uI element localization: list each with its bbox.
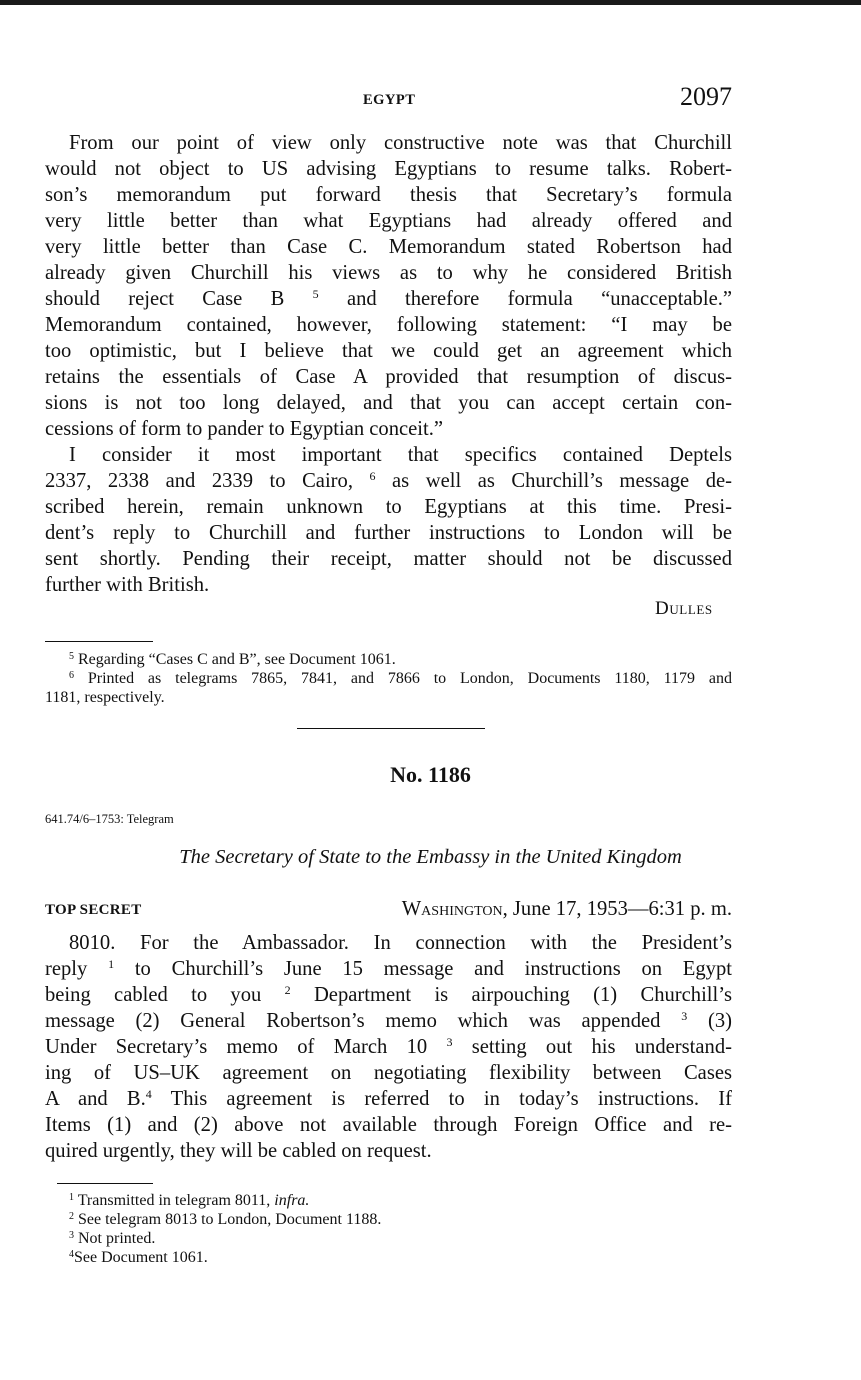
text-line: cessions of form to pander to Egyptian conceit.”	[45, 418, 444, 440]
footnote: $^1$ Transmitted in telegram 8011, infra.	[69, 1192, 310, 1209]
footnote-ref: 6	[369, 469, 376, 483]
text-line: scribed herein, remain unknown to Egyptians at this time. Presi-	[45, 496, 732, 518]
signature: Dulles	[655, 598, 713, 619]
text-line: should reject Case B $^5$ and therefore formula “unacceptable.”	[45, 287, 732, 310]
text-line: From our point of view only constructive note was that Churchill	[69, 132, 732, 154]
text-line: very little better than Case C. Memorandum stated Robertson had	[45, 236, 732, 258]
text-line: further with British.	[45, 574, 210, 596]
text-line: quired urgently, they will be cabled on request.	[45, 1140, 432, 1162]
text-line: too optimistic, but I believe that we could get an agreement which	[45, 340, 732, 362]
text-line: reply $^1$ to Churchill’s June 15 message and instructions on Egypt	[45, 957, 732, 980]
footnote-ref: 5	[312, 287, 319, 301]
running-header: EGYPT	[363, 92, 416, 108]
text-line: Under Secretary’s memo of March 10 $^3$ setting out his understand-	[45, 1035, 732, 1058]
top-text-block	[45, 130, 732, 598]
text-line: already given Churchill his views as to why he considered British	[45, 262, 732, 284]
footnote: $^3$ Not printed.	[69, 1230, 156, 1247]
footnote-rule	[45, 641, 153, 642]
text-line: Items (1) and (2) above not available through Foreign Office and re-	[45, 1114, 732, 1136]
page-number: 2097	[680, 82, 732, 111]
text-line: A and B.$^4$ This agreement is referred to in today’s instructions. If	[45, 1087, 732, 1110]
classification: TOP SECRET	[45, 902, 142, 918]
text-line: son’s memorandum put forward thesis that Secretary’s formula	[45, 184, 732, 206]
text-line: I consider it most important that specifics contained Deptels	[69, 444, 732, 466]
footnote-rule	[57, 1183, 153, 1184]
footnote-cont: 1181, respectively.	[45, 689, 165, 706]
text-line: ing of US–UK agreement on negotiating flexibility between Cases	[45, 1062, 732, 1084]
text-line: being cabled to you $^2$ Department is airpouching (1) Churchill’s	[45, 983, 732, 1006]
text-line: 8010. For the Ambassador. In connection with the President’s	[69, 932, 732, 954]
text-line: 2337, 2338 and 2339 to Cairo, $^6$ as well as Churchill’s message de-	[45, 469, 733, 492]
text-line: Memorandum contained, however, following statement: “I may be	[45, 314, 732, 336]
text-line: dent’s reply to Churchill and further instructions to London will be	[45, 522, 732, 544]
text-line: would not object to US advising Egyptians to resume talks. Robert-	[45, 158, 732, 180]
footnotes-top	[45, 650, 732, 707]
text-line: message (2) General Robertson’s memo which was appended $^3$ (3)	[45, 1009, 732, 1032]
telegram-body	[45, 930, 732, 1164]
text-line: retains the essentials of Case A provided that resumption of discus-	[45, 366, 732, 388]
footnote: $^2$ See telegram 8013 to London, Document 1188.	[69, 1211, 382, 1228]
footnote: $^5$ Regarding “Cases C and B”, see Document 1061.	[69, 651, 396, 668]
text-line: sions is not too long delayed, and that you can accept certain con-	[45, 392, 732, 414]
section-divider	[297, 728, 485, 729]
page-top-border	[0, 0, 861, 5]
dateline: Washington, June 17, 1953—6:31 p. m.	[401, 898, 732, 920]
footnote: $^6$ Printed as telegrams 7865, 7841, and 7866 to London, Documents 1180, 1179 and	[69, 670, 732, 687]
file-reference: 641.74/6–1753: Telegram	[45, 812, 174, 826]
document-title: The Secretary of State to the Embassy in the United Kingdom	[179, 846, 682, 868]
text-line: sent shortly. Pending their receipt, matter should not be discussed	[45, 548, 732, 570]
text-line: very little better than what Egyptians had already offered and	[45, 210, 732, 232]
footnote: $^4$See Document 1061.	[69, 1249, 208, 1266]
document-number: No. 1186	[390, 762, 471, 787]
footnotes-bottom	[45, 1191, 732, 1267]
